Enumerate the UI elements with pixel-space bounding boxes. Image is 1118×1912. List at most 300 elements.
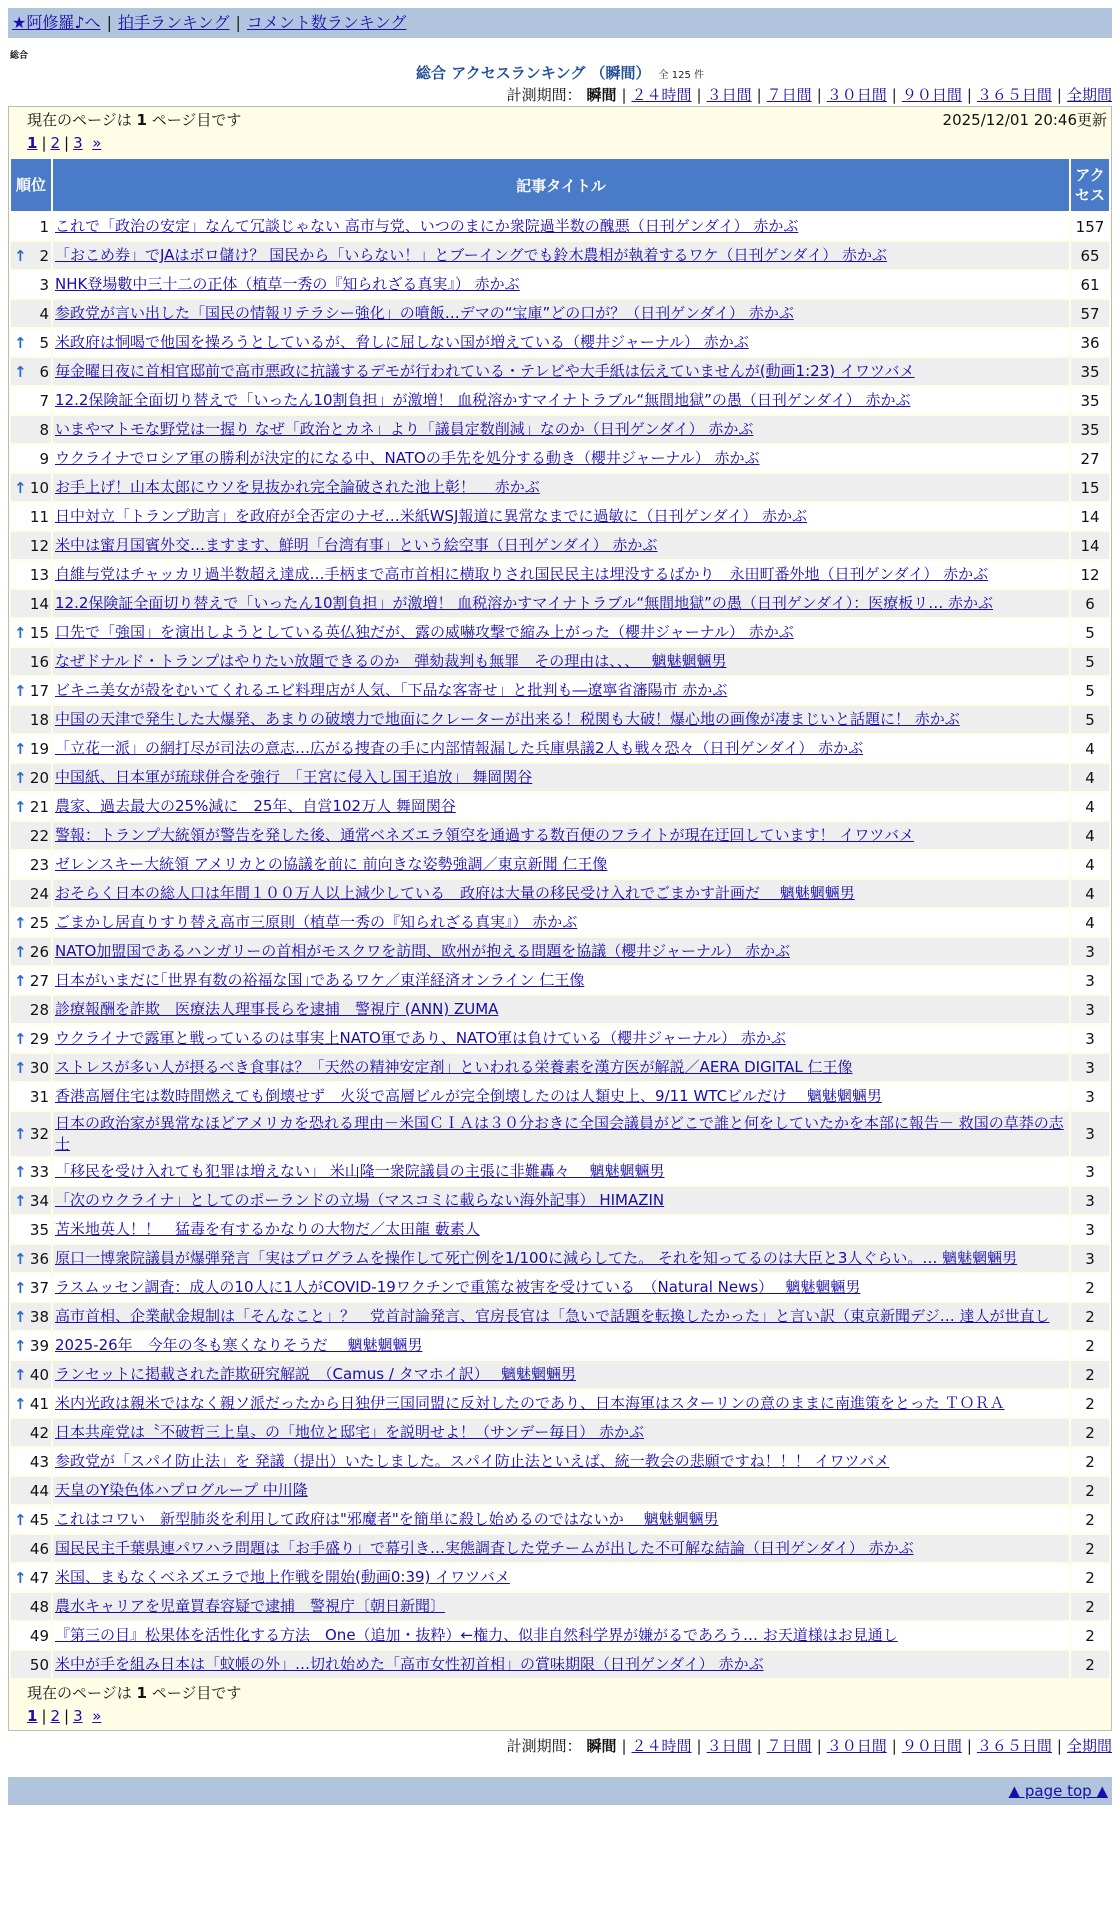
article-title-link[interactable]: NHK登場數中三十二の正体（植草一秀の『知られざる真実』） 赤かぶ — [55, 275, 520, 293]
article-title-link[interactable]: 12.2保険証全面切り替えで「いったん10割負担」が激増！ 血税溶かすマイナトラブル“無間地獄”の愚（日刊ゲンダイ）：医療板リ… 赤かぶ — [55, 594, 993, 612]
rank-up-arrow-icon: ↑ — [14, 1336, 27, 1355]
table-row — [11, 561, 1109, 588]
table-row — [11, 648, 1109, 675]
access-count: 2 — [1071, 1332, 1109, 1359]
period-current: 瞬間 — [586, 86, 617, 104]
table-row — [11, 851, 1109, 878]
access-count: 3 — [1071, 1216, 1109, 1243]
rank-number: 20 — [29, 768, 49, 787]
access-count: 4 — [1071, 880, 1109, 907]
title-cell — [53, 1477, 1069, 1504]
rank-number: 11 — [29, 507, 49, 526]
pagination-bottom: 1 | 2 | 3 » — [27, 1707, 102, 1725]
period-option-7d[interactable]: ７日間 — [766, 1737, 812, 1755]
rank-number: 30 — [29, 1058, 49, 1077]
title-cell — [53, 1332, 1069, 1359]
table-row — [11, 329, 1109, 356]
title-cell — [53, 619, 1069, 646]
rank-number: 12 — [29, 536, 49, 555]
period-option-24h[interactable]: ２４時間 — [631, 1737, 692, 1755]
access-count: 2 — [1071, 1419, 1109, 1446]
rank-cell — [11, 590, 51, 617]
rank-number: 38 — [29, 1307, 49, 1326]
title-cell — [53, 416, 1069, 443]
title-cell — [53, 1245, 1069, 1272]
period-option-all[interactable]: 全期間 — [1066, 1737, 1112, 1755]
rank-number: 46 — [29, 1539, 49, 1558]
rank-cell — [11, 213, 51, 240]
rank-cell — [11, 503, 51, 530]
rank-number: 2 — [39, 246, 49, 265]
article-title-link[interactable]: 高市首相、企業献金規制は「そんなこと」？ 党首討論発言、官房長官は「急いで話題を転換したかった」と言い訳（東京新聞デジ… 達人が世直し — [55, 1307, 1050, 1325]
article-title-link[interactable]: 農水キャリアを児童買春容疑で逮捕 警視庁〔朝日新聞〕 — [55, 1597, 446, 1615]
ranking-table — [9, 157, 1111, 1680]
rank-number: 47 — [29, 1568, 49, 1587]
access-count: 3 — [1071, 938, 1109, 965]
footer-bar — [8, 1777, 1112, 1805]
article-title-link[interactable]: 日中対立「トランプ助言」を政府が全否定のナゼ…米紙WSJ報道に異常なまでに過敏に（日刊ゲンダイ） 赤かぶ — [55, 507, 808, 525]
table-row — [11, 880, 1109, 907]
article-title-link[interactable]: ごまかし居直りすり替え高市三原則（植草一秀の『知られざる真実』） 赤かぶ — [55, 913, 578, 931]
table-row — [11, 793, 1109, 820]
rank-number: 28 — [29, 1000, 49, 1019]
access-count: 12 — [1071, 561, 1109, 588]
article-title-link[interactable]: 自維与党はチャッカリ過半数超え達成…手柄まで高市首相に横取りされ国民民主は埋没するばかり 永田町番外地（日刊ゲンダイ） 赤かぶ — [55, 565, 989, 583]
article-title-link[interactable]: ウクライナでロシア軍の勝利が決定的になる中、NATOの手先を処分する動き（櫻井ジャーナル） 赤かぶ — [55, 449, 760, 467]
rank-cell — [11, 1303, 51, 1330]
article-title-link[interactable]: これで「政治の安定」なんて冗談じゃない 高市与党、いつのまにか衆院過半数の醜悪（日刊ゲンダイ） 赤かぶ — [55, 217, 799, 235]
period-option-3d[interactable]: ３日間 — [706, 86, 752, 104]
nav-link-clap-ranking[interactable]: 拍手ランキング — [117, 13, 230, 32]
article-title-link[interactable]: 日本共産党は〝不破哲三上皇〟の「地位と邸宅」を説明せよ！（サンデー毎日） 赤かぶ — [55, 1423, 645, 1441]
title-cell — [53, 387, 1069, 414]
table-row — [11, 1054, 1109, 1081]
rank-number: 48 — [29, 1597, 49, 1616]
article-title-link[interactable]: これはコワい 新型肺炎を利用して政府は"邪魔者"を簡単に殺し始めるのではないか 魑魅魍魎男 — [55, 1510, 719, 1528]
table-row — [11, 1216, 1109, 1243]
rank-number: 50 — [29, 1655, 49, 1674]
article-title-link[interactable]: 香港高層住宅は数時間燃えても倒壊せず 火災で高層ビルが完全倒壊したのは人類史上、9/11 WTCビルだけ 魑魅魍魎男 — [55, 1087, 882, 1105]
title-cell — [53, 764, 1069, 791]
table-row — [11, 677, 1109, 704]
access-count: 2 — [1071, 1535, 1109, 1562]
rank-number: 24 — [29, 884, 49, 903]
total-count: 全 125 件 — [658, 70, 704, 81]
access-count: 2 — [1071, 1593, 1109, 1620]
table-row — [11, 474, 1109, 501]
page-link-current[interactable]: 1 — [27, 1707, 38, 1725]
rank-up-arrow-icon: ↑ — [14, 768, 27, 787]
access-count: 61 — [1071, 271, 1109, 298]
rank-cell — [11, 1083, 51, 1110]
title-cell — [53, 1506, 1069, 1533]
period-option-7d[interactable]: ７日間 — [766, 86, 812, 104]
rank-cell — [11, 1477, 51, 1504]
rank-up-arrow-icon: ↑ — [14, 1191, 27, 1210]
title-cell — [53, 503, 1069, 530]
page-link-2[interactable]: 2 — [50, 1707, 61, 1725]
article-title-link[interactable]: ゼレンスキー大統領 アメリカとの協議を前に 前向きな姿勢強調／東京新聞 仁王像 — [55, 855, 608, 873]
rank-cell — [11, 1535, 51, 1562]
rank-cell — [11, 358, 51, 385]
access-count: 5 — [1071, 648, 1109, 675]
article-title-link[interactable]: NATO加盟国であるハンガリーの首相がモスクワを訪問、欧州が抱える問題を協議（櫻井ジャーナル） 赤かぶ — [55, 942, 791, 960]
table-row — [11, 532, 1109, 559]
rank-number: 43 — [29, 1452, 49, 1471]
rank-number: 5 — [39, 333, 49, 352]
access-count: 3 — [1071, 1245, 1109, 1272]
period-option-30d[interactable]: ３０日間 — [826, 86, 887, 104]
article-title-link[interactable]: 日本の政治家が異常なほどアメリカを恐れる理由－米国ＣＩＡは３０分おきに全国会議員がどこで誰と何をしていたかを本部に報告－ 救国の草莽の志士 — [55, 1114, 1064, 1153]
rank-cell — [11, 735, 51, 762]
access-count: 4 — [1071, 793, 1109, 820]
access-count: 3 — [1071, 1025, 1109, 1052]
title-cell — [53, 1622, 1069, 1649]
article-title-link[interactable]: ストレスが多い人が摂るべき食事は？「天然の精神安定剤」といわれる栄養素を漢方医が解説／AERA DIGITAL 仁王像 — [55, 1058, 853, 1076]
table-row — [11, 909, 1109, 936]
rank-up-arrow-icon: ↑ — [14, 1162, 27, 1181]
article-title-link[interactable]: 天皇のY染色体ハプログループ 中川隆 — [55, 1481, 308, 1499]
access-count: 57 — [1071, 300, 1109, 327]
rank-number: 16 — [29, 652, 49, 671]
title-cell — [53, 706, 1069, 733]
page-info-top — [9, 107, 1111, 131]
rank-cell — [11, 1274, 51, 1301]
title-cell — [53, 445, 1069, 472]
title-cell — [53, 1651, 1069, 1678]
rank-number: 21 — [29, 797, 49, 816]
rank-up-arrow-icon: ↑ — [14, 623, 27, 642]
rank-cell — [11, 271, 51, 298]
page-link-3[interactable]: 3 — [73, 1707, 83, 1725]
title-cell — [53, 532, 1069, 559]
period-option-90d[interactable]: ９０日間 — [901, 1737, 962, 1755]
rank-cell — [11, 1448, 51, 1475]
access-count: 5 — [1071, 677, 1109, 704]
table-row — [11, 387, 1109, 414]
table-row — [11, 213, 1109, 240]
period-option-365d[interactable]: ３６５日間 — [976, 86, 1052, 104]
table-row — [11, 1158, 1109, 1185]
table-row — [11, 1535, 1109, 1562]
rank-cell — [11, 1419, 51, 1446]
article-title-link[interactable]: 農家、過去最大の25%減に 25年、自営102万人 舞岡関谷 — [55, 797, 456, 815]
title-cell — [53, 996, 1069, 1023]
table-row — [11, 619, 1109, 646]
rank-number: 39 — [29, 1336, 49, 1355]
access-count: 14 — [1071, 532, 1109, 559]
page-link-2[interactable]: 2 — [50, 134, 61, 152]
article-title-link[interactable]: いまやマトモな野党は一握り なぜ「政治とカネ」より「議員定数削減」なのか（日刊ゲンダイ） 赤かぶ — [55, 420, 754, 438]
rank-cell — [11, 300, 51, 327]
rank-number: 18 — [29, 710, 49, 729]
rank-up-arrow-icon: ↑ — [14, 797, 27, 816]
table-row — [11, 1448, 1109, 1475]
title-cell — [53, 967, 1069, 994]
header-access: アクセス — [1071, 159, 1109, 211]
article-title-link[interactable]: 中国紙、日本軍が琉球併合を強行 「王宮に侵入し国王追放」 舞岡関谷 — [55, 768, 533, 786]
title-cell — [53, 938, 1069, 965]
current-page-text: 現在のページは 1 ページ目です — [27, 1684, 242, 1702]
page-link-next[interactable]: » — [92, 1707, 102, 1725]
rank-cell — [11, 474, 51, 501]
access-count: 3 — [1071, 996, 1109, 1023]
title-cell — [53, 1112, 1069, 1156]
rank-cell — [11, 1390, 51, 1417]
access-count: 3 — [1071, 967, 1109, 994]
period-label: 計測期間： — [506, 86, 582, 104]
title-cell — [53, 677, 1069, 704]
article-title-link[interactable]: 国民民主千葉県連パワハラ問題は「お手盛り」で幕引き…実態調査した党チームが出した不可解な結論（日刊ゲンダイ） 赤かぶ — [55, 1539, 914, 1557]
rank-number: 36 — [29, 1249, 49, 1268]
rank-cell — [11, 967, 51, 994]
rank-up-arrow-icon: ↑ — [14, 362, 27, 381]
nav-link-asyura-home[interactable]: ★阿修羅♪へ — [12, 13, 101, 32]
article-title-link[interactable]: 12.2保険証全面切り替えで「いったん10割負担」が激増！ 血税溶かすマイナトラブル“無間地獄”の愚（日刊ゲンダイ） 赤かぶ — [55, 391, 911, 409]
table-row — [11, 996, 1109, 1023]
title-cell — [53, 909, 1069, 936]
article-title-link[interactable]: 診療報酬を詐欺 医療法人理事長らを逮捕 警視庁 (ANN) ZUMA — [55, 1000, 499, 1018]
article-title-link[interactable]: 米内光政は親米ではなく親ソ派だったから日独伊三国同盟に反対したのであり、日本海軍はスターリンの意のままに南進策をとった ＴＯＲＡ — [55, 1394, 1005, 1412]
rank-up-arrow-icon: ↑ — [14, 971, 27, 990]
access-count: 2 — [1071, 1622, 1109, 1649]
pagination-top: 1 | 2 | 3 » — [27, 134, 102, 152]
page-link-3[interactable]: 3 — [73, 134, 83, 152]
access-count: 2 — [1071, 1361, 1109, 1388]
access-count: 4 — [1071, 764, 1109, 791]
table-row — [11, 1187, 1109, 1214]
title-cell — [53, 1274, 1069, 1301]
ranking-box — [8, 106, 1112, 1731]
table-row — [11, 1419, 1109, 1446]
rank-number: 33 — [29, 1162, 49, 1181]
period-current: 瞬間 — [586, 1737, 617, 1755]
table-row — [11, 271, 1109, 298]
rank-number: 22 — [29, 826, 49, 845]
rank-up-arrow-icon: ↑ — [14, 739, 27, 758]
rank-number: 35 — [29, 1220, 49, 1239]
rank-cell — [11, 1564, 51, 1591]
rank-cell — [11, 619, 51, 646]
access-count: 14 — [1071, 503, 1109, 530]
article-title-link[interactable]: おそらく日本の総人口は年間１００万人以上減少している 政府は大量の移民受け入れでごまかす計画だ 魑魅魍魎男 — [55, 884, 855, 902]
access-count: 3 — [1071, 1083, 1109, 1110]
rank-number: 19 — [29, 739, 49, 758]
article-title-link[interactable]: 2025-26年 今年の冬も寒くなりそうだ 魑魅魍魎男 — [55, 1336, 423, 1354]
rank-up-arrow-icon: ↑ — [14, 1029, 27, 1048]
rank-cell — [11, 416, 51, 443]
rank-cell — [11, 1112, 51, 1156]
rank-number: 17 — [29, 681, 49, 700]
updated-timestamp: 2025/12/01 20:46更新 — [942, 111, 1107, 129]
title-cell — [53, 1361, 1069, 1388]
ranking-table-body — [11, 213, 1109, 1678]
article-title-link[interactable]: 日本がいまだに｢世界有数の裕福な国｣であるワケ／東洋経済オンライン 仁王像 — [55, 971, 585, 989]
table-row — [11, 1361, 1109, 1388]
article-title-link[interactable]: 毎金曜日夜に首相官邸前で高市悪政に抗議するデモが行われている・テレビや大手紙は伝えていませんが(動画1:23) イワツバメ — [55, 362, 915, 380]
title-cell — [53, 1054, 1069, 1081]
rank-number: 3 — [39, 275, 49, 294]
rank-cell — [11, 851, 51, 878]
access-count: 15 — [1071, 474, 1109, 501]
rank-number: 27 — [29, 971, 49, 990]
table-row — [11, 1651, 1109, 1678]
rank-cell — [11, 1332, 51, 1359]
rank-cell — [11, 329, 51, 356]
rank-up-arrow-icon: ↑ — [14, 681, 27, 700]
rank-number: 42 — [29, 1423, 49, 1442]
access-count: 2 — [1071, 1448, 1109, 1475]
article-title-link[interactable]: 『第三の目』松果体を活性化する方法 One（追加・抜粋）←権力、似非自然科学界が嫌がるであろう… お天道様はお見通し — [55, 1626, 898, 1644]
article-title-link[interactable]: 米中は蜜月国賓外交…ますます、鮮明「台湾有事」という絵空事（日刊ゲンダイ） 赤かぶ — [55, 536, 658, 554]
rank-number: 13 — [29, 565, 49, 584]
rank-cell — [11, 1216, 51, 1243]
table-row — [11, 1112, 1109, 1156]
rank-number: 44 — [29, 1481, 49, 1500]
access-count: 157 — [1071, 213, 1109, 240]
title-cell — [53, 648, 1069, 675]
period-option-3d[interactable]: ３日間 — [706, 1737, 752, 1755]
title-cell — [53, 242, 1069, 269]
category-label: 総合 — [10, 51, 29, 61]
access-count: 2 — [1071, 1651, 1109, 1678]
page-title: 総合 アクセスランキング （瞬間） — [416, 64, 651, 82]
article-title-link[interactable]: 中国の天津で発生した大爆発、あまりの破壊力で地面にクレーターが出来る！税関も大破！爆心地の画像が凄まじいと話題に！ 赤かぶ — [55, 710, 960, 728]
rank-cell — [11, 764, 51, 791]
article-title-link[interactable]: 参政党が「スパイ防止法」を 発議（提出）いたしました。スパイ防止法といえば、統一教会の悲願ですね！！！ イワツバメ — [55, 1452, 890, 1470]
access-count: 2 — [1071, 1564, 1109, 1591]
rank-cell — [11, 880, 51, 907]
access-count: 35 — [1071, 387, 1109, 414]
article-title-link[interactable]: ウクライナで露軍と戦っているのは事実上NATO軍であり、NATO軍は負けている（櫻井ジャーナル） 赤かぶ — [55, 1029, 786, 1047]
rank-cell — [11, 387, 51, 414]
article-title-link[interactable]: 原口一博衆院議員が爆弾発言「実はプログラムを操作して死亡例を1/100に減らしてた。 それを知ってるのは大臣と3人ぐらい。… 魑魅魍魎男 — [55, 1249, 1018, 1267]
article-title-link[interactable]: 「おこめ券」でJAはボロ儲け？ 国民から「いらない！」とブーイングでも鈴木農相が執着するワケ（日刊ゲンダイ） 赤かぶ — [55, 246, 888, 264]
header-title: 記事タイトル — [53, 159, 1069, 211]
table-row — [11, 1332, 1109, 1359]
rank-up-arrow-icon: ↑ — [14, 1510, 27, 1529]
title-cell — [53, 590, 1069, 617]
page-link-next[interactable]: » — [92, 134, 102, 152]
article-title-link[interactable]: 口先で「強国」を演出しようとしている英仏独だが、露の威嚇攻撃で縮み上がった（櫻井ジャーナル） 赤かぶ — [55, 623, 794, 641]
rank-number: 31 — [29, 1087, 49, 1106]
period-label: 計測期間： — [506, 1737, 582, 1755]
access-count: 4 — [1071, 735, 1109, 762]
rank-cell — [11, 1025, 51, 1052]
title-cell — [53, 300, 1069, 327]
table-row — [11, 416, 1109, 443]
title-cell — [53, 1448, 1069, 1475]
table-row — [11, 1025, 1109, 1052]
nav-separator: | — [106, 13, 112, 32]
table-row — [11, 1390, 1109, 1417]
period-option-365d[interactable]: ３６５日間 — [976, 1737, 1052, 1755]
access-count: 35 — [1071, 358, 1109, 385]
rank-number: 23 — [29, 855, 49, 874]
article-title-link[interactable]: 米中が手を組み日本は「蚊帳の外」…切れ始めた「高市女性初首相」の賞味期限（日刊ゲンダイ） 赤かぶ — [55, 1655, 764, 1673]
rank-cell — [11, 909, 51, 936]
access-count: 3 — [1071, 1112, 1109, 1156]
table-row — [11, 1622, 1109, 1649]
nav-link-comment-ranking[interactable]: コメント数ランキング — [246, 13, 407, 32]
period-option-90d[interactable]: ９０日間 — [901, 86, 962, 104]
page-top-link[interactable]: ▲ page top ▲ — [1008, 1782, 1108, 1800]
title-cell — [53, 1025, 1069, 1052]
rank-number: 4 — [39, 304, 49, 323]
rank-number: 41 — [29, 1394, 49, 1413]
table-row — [11, 1274, 1109, 1301]
rank-up-arrow-icon: ↑ — [14, 246, 27, 265]
article-title-link[interactable]: なぜドナルド・トランプはやりたい放題できるのか 弾劾裁判も無罪 その理由は、、、 魑魅魍魎男 — [55, 652, 727, 670]
article-title-link[interactable]: 米政府は恫喝で他国を操ろうとしているが、脅しに屈しない国が増えている（櫻井ジャーナル） 赤かぶ — [55, 333, 749, 351]
title-cell — [53, 822, 1069, 849]
table-row — [11, 445, 1109, 472]
rank-number: 34 — [29, 1191, 49, 1210]
rank-number: 49 — [29, 1626, 49, 1645]
article-title-link[interactable]: ビキニ美女が殻をむいてくれるエビ料理店が人気、「下品な客寄せ」と批判も―遼寧省瀋陽市 赤かぶ — [55, 681, 728, 699]
title-cell — [53, 1564, 1069, 1591]
rank-cell — [11, 706, 51, 733]
rank-cell — [11, 561, 51, 588]
rank-cell — [11, 938, 51, 965]
period-selector-bottom: 計測期間： 瞬間 | ２４時間 | ３日間 | ７日間 | ３０日間 | ９０日間 | ３６５日間 | 全期間 — [506, 1737, 1112, 1755]
title-cell — [53, 213, 1069, 240]
rank-up-arrow-icon: ↑ — [14, 478, 27, 497]
access-count: 2 — [1071, 1274, 1109, 1301]
rank-number: 26 — [29, 942, 49, 961]
access-count: 2 — [1071, 1303, 1109, 1330]
title-cell — [53, 851, 1069, 878]
article-title-link[interactable]: 米国、まもなくベネズエラで地上作戦を開始(動画0:39) イワツバメ — [55, 1568, 510, 1586]
rank-up-arrow-icon: ↑ — [14, 913, 27, 932]
article-title-link[interactable]: 「移民を受け入れても犯罪は増えない」 米山隆一衆院議員の主張に非難轟々 魑魅魍魎男 — [55, 1162, 665, 1180]
rank-cell — [11, 1187, 51, 1214]
period-option-24h[interactable]: ２４時間 — [631, 86, 692, 104]
article-title-link[interactable]: 参政党が言い出した「国民の情報リテラシー強化」の噴飯…デマの“宝庫”どの口が？（日刊ゲンダイ） 赤かぶ — [55, 304, 794, 322]
table-row — [11, 1245, 1109, 1272]
title-cell — [53, 1303, 1069, 1330]
rank-number: 37 — [29, 1278, 49, 1297]
access-count: 4 — [1071, 909, 1109, 936]
rank-number: 25 — [29, 913, 49, 932]
article-title-link[interactable]: 苫米地英人！！ 猛毒を有するかなりの大物だ／太田龍 藪素人 — [55, 1220, 480, 1238]
rank-up-arrow-icon: ↑ — [14, 1125, 27, 1143]
page-link-current[interactable]: 1 — [27, 134, 38, 152]
rank-up-arrow-icon: ↑ — [14, 1394, 27, 1413]
access-count: 5 — [1071, 619, 1109, 646]
period-option-30d[interactable]: ３０日間 — [826, 1737, 887, 1755]
article-title-link[interactable]: 「次のウクライナ」としてのポーランドの立場（マスコミに載らない海外記事） HIMAZIN — [55, 1191, 665, 1209]
rank-number: 6 — [39, 362, 49, 381]
article-title-link[interactable]: ランセットに掲載された詐欺研究解説 （Camus / タマホイ訳） 魑魅魍魎男 — [55, 1365, 576, 1383]
table-row — [11, 938, 1109, 965]
article-title-link[interactable]: ラスムッセン調査：成人の10人に1人がCOVID-19ワクチンで重篤な被害を受けている （Natural News） 魑魅魍魎男 — [55, 1278, 861, 1296]
article-title-link[interactable]: 警報：トランプ大統領が警告を発した後、通常ベネズエラ領空を通過する数百便のフライトが現在迂回しています！ イワツバメ — [55, 826, 915, 844]
table-row — [11, 1303, 1109, 1330]
access-count: 3 — [1071, 1054, 1109, 1081]
rank-cell — [11, 822, 51, 849]
page-title-row — [8, 62, 1112, 84]
article-title-link[interactable]: 「立花一派」の網打尽が司法の意志…広がる捜査の手に内部情報漏した兵庫県議2人も戦々恐々（日刊ゲンダイ） 赤かぶ — [55, 739, 864, 757]
rank-cell — [11, 1054, 51, 1081]
period-option-all[interactable]: 全期間 — [1066, 86, 1112, 104]
table-row — [11, 1593, 1109, 1620]
access-count: 5 — [1071, 706, 1109, 733]
rank-cell — [11, 1158, 51, 1185]
article-title-link[interactable]: お手上げ！山本太郎にウソを見抜かれ完全論破された池上彰！ 赤かぶ — [55, 478, 540, 496]
title-cell — [53, 474, 1069, 501]
access-count: 6 — [1071, 590, 1109, 617]
